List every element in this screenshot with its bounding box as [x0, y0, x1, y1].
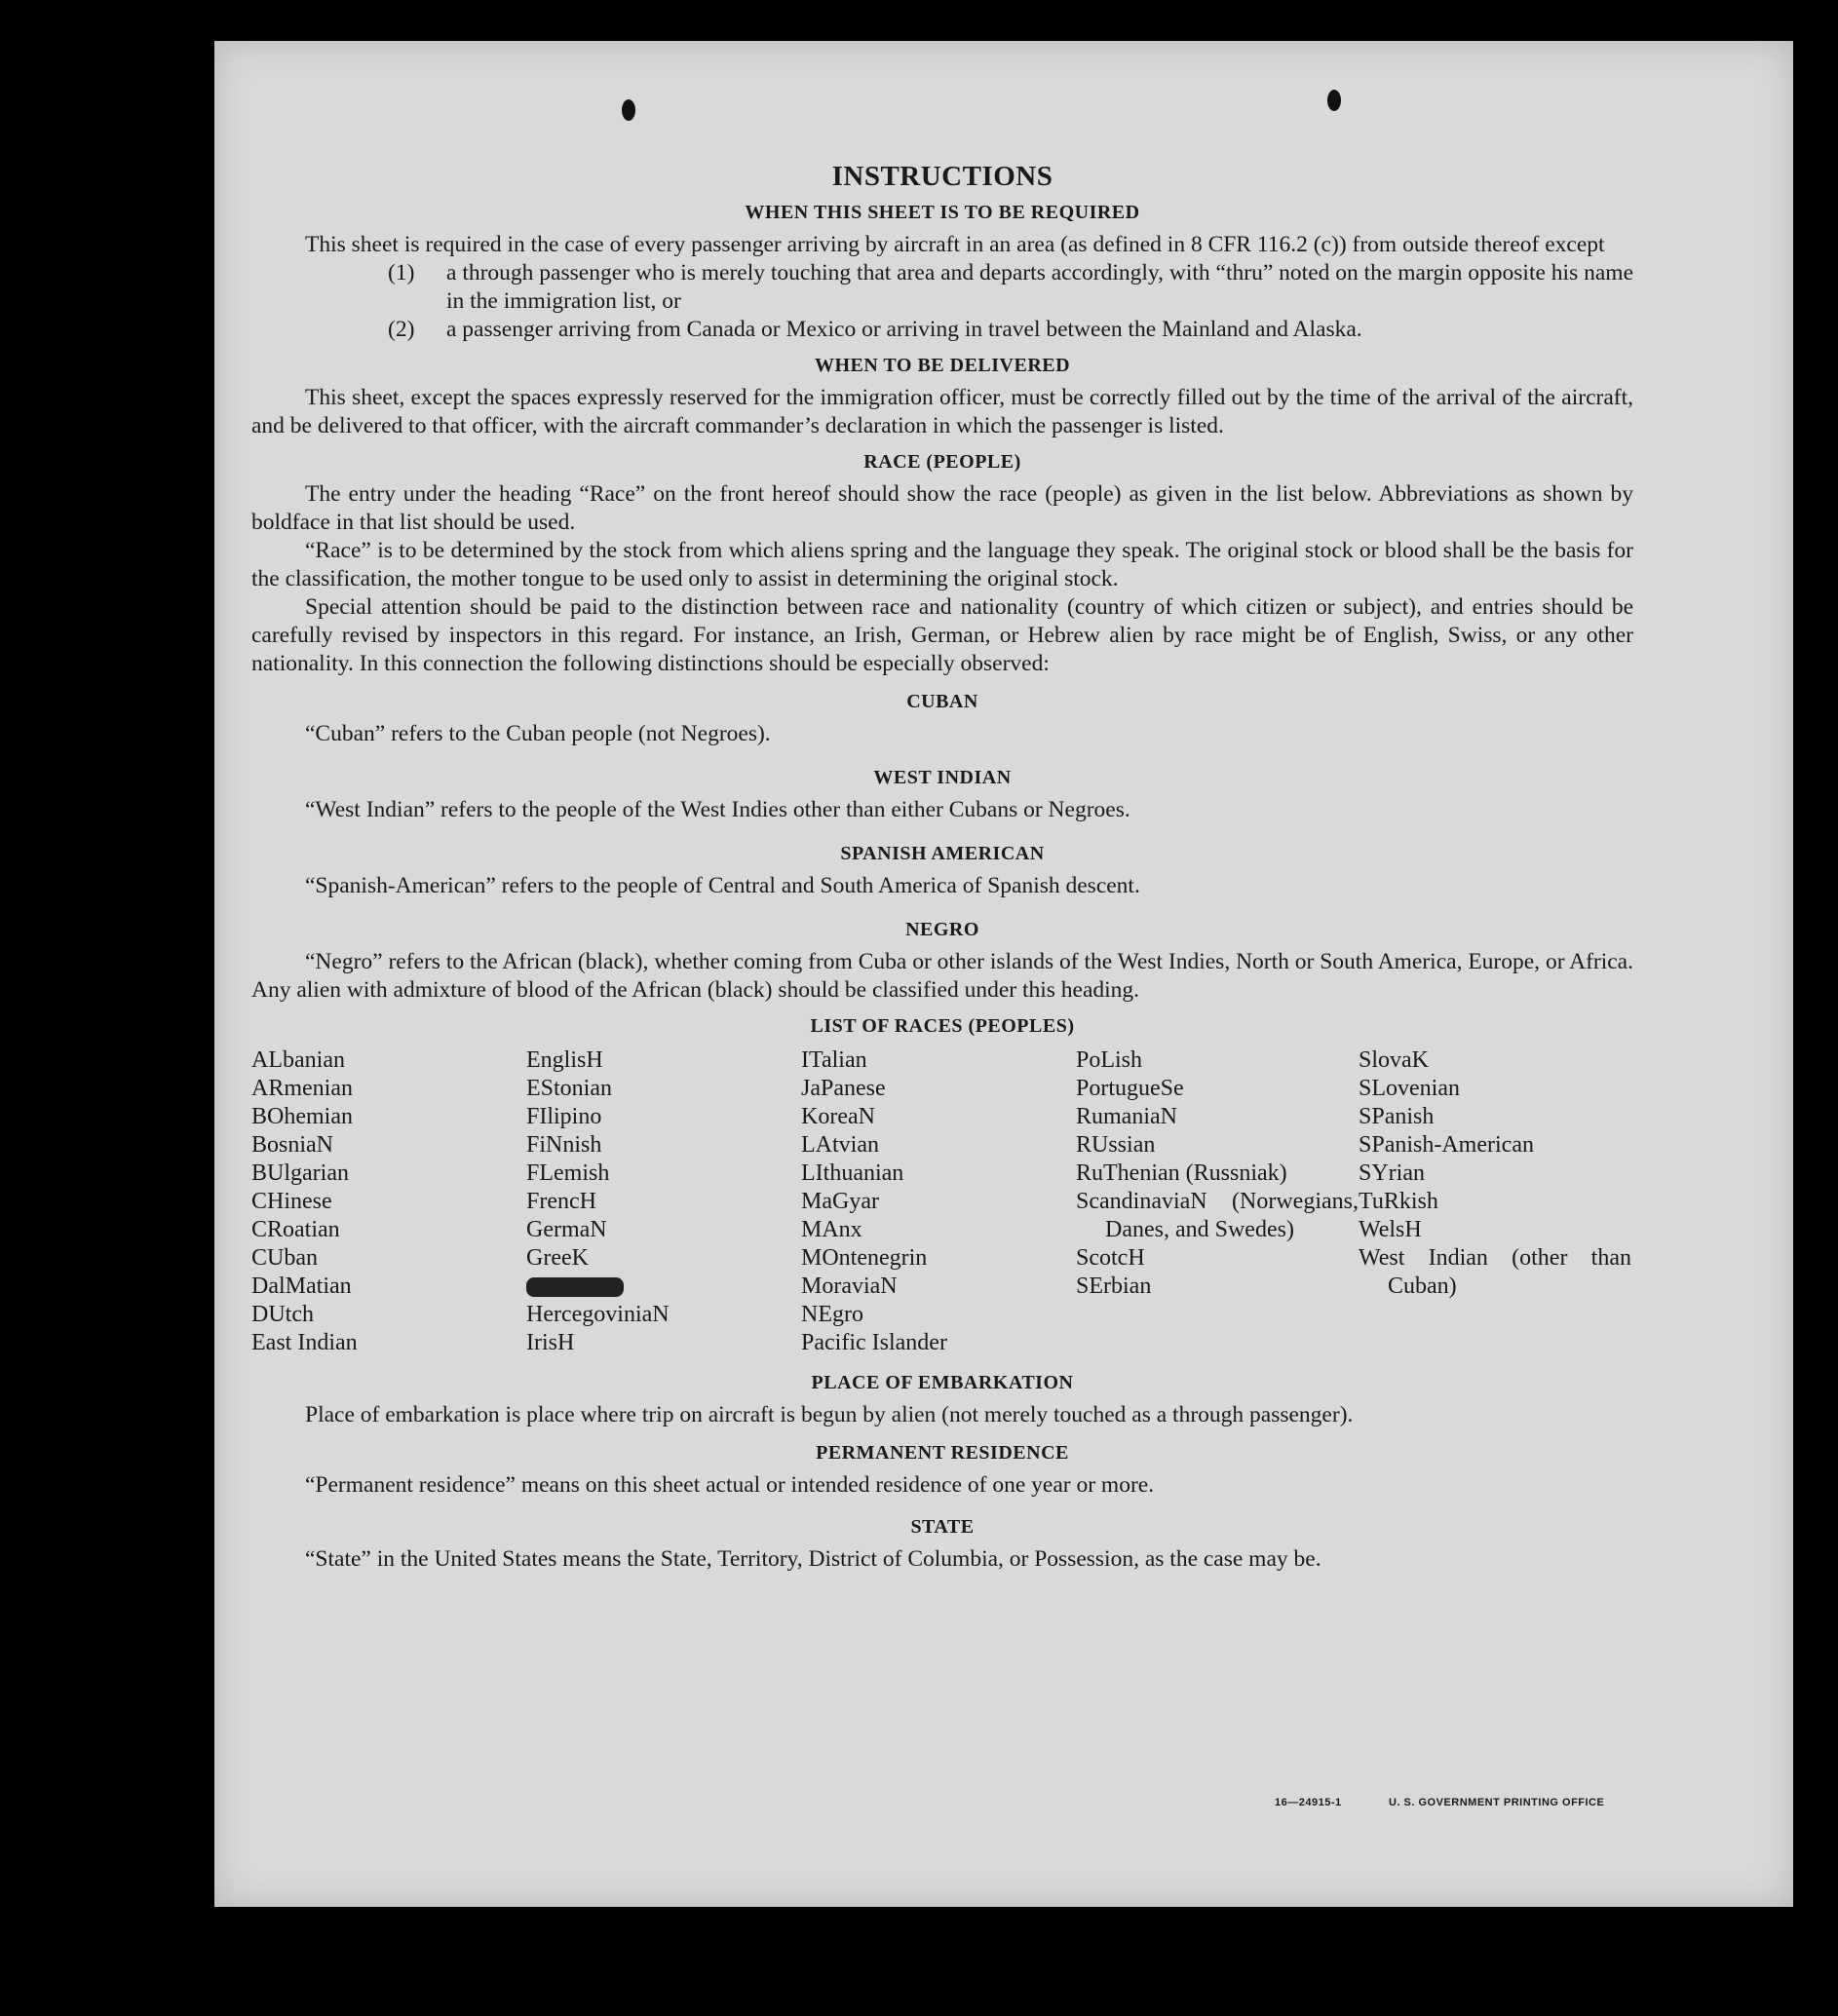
race-entry: FLemish: [526, 1160, 610, 1186]
race-entry: East Indian: [251, 1330, 358, 1355]
instructions-body: [251, 163, 1633, 1574]
ink-smudge: [526, 1277, 624, 1297]
heading-race: RACE (PEOPLE): [863, 451, 1021, 473]
west-indian-text: “West Indian” refers to the people of the West Indies other than either Cubans or Negroes.: [305, 797, 1130, 822]
race-entry: LAtvian: [801, 1132, 879, 1158]
race-paragraph-2: “Race” is to be determined by the stock from which aliens spring and the language they speak. The original stock or blood shall be the basis for the classification, the mother tongue to be used only to assist in determining the original stock.: [251, 538, 1633, 591]
race-column-3: [801, 1046, 1076, 1357]
negro-text: “Negro” refers to the African (black), whether coming from Cuba or other islands of the West Indies, North or South America, Europe, or Africa. Any alien with admixture of blood of the African (black) should be classified under this heading.: [251, 949, 1633, 1003]
required-intro: This sheet is required in the case of every passenger arriving by aircraft in an area (as defined in 8 CFR 116.2 (c)) from outside thereof except: [305, 232, 1605, 257]
race-entry: CHinese: [251, 1189, 332, 1214]
race-entry: RumaniaN: [1076, 1104, 1177, 1129]
cuban-text: “Cuban” refers to the Cuban people (not Negroes).: [305, 721, 771, 746]
race-column-1: [251, 1046, 526, 1357]
race-entry: GreeK: [526, 1245, 589, 1271]
race-entry: West Indian (other than Cuban): [1359, 1245, 1631, 1299]
race-entry: HercegoviniaN: [526, 1302, 670, 1327]
race-entry: ScandinaviaN (Norwegians, Danes, and Swedes): [1076, 1189, 1359, 1242]
race-entry: Pacific Islander: [801, 1330, 947, 1355]
page-title: INSTRUCTIONS: [831, 161, 1053, 192]
race-entry: DUtch: [251, 1302, 314, 1327]
race-entry: KoreaN: [801, 1104, 875, 1129]
heading-delivered: WHEN TO BE DELIVERED: [814, 355, 1071, 376]
form-number: 16—24915-1: [1275, 1797, 1342, 1808]
document-page: [214, 41, 1793, 1907]
race-entry: DalMatian: [251, 1274, 352, 1299]
heading-cuban: CUBAN: [906, 691, 978, 712]
race-column-4: [1076, 1046, 1359, 1357]
race-column-2: [526, 1046, 801, 1357]
race-entry: FrencH: [526, 1189, 596, 1214]
race-entry: WelsH: [1359, 1217, 1422, 1242]
heading-list-of-races: LIST OF RACES (PEOPLES): [810, 1015, 1075, 1037]
race-entry: EnglisH: [526, 1047, 603, 1073]
race-entry: SErbian: [1076, 1274, 1152, 1299]
race-entry: CUban: [251, 1245, 318, 1271]
heading-state: STATE: [910, 1516, 975, 1538]
state-text: “State” in the United States means the State, Territory, District of Columbia, or Possession, as the case may be.: [305, 1546, 1321, 1572]
heading-spanish-american: SPANISH AMERICAN: [840, 843, 1045, 864]
punch-hole-left: [622, 99, 635, 121]
punch-hole-right: [1327, 90, 1341, 111]
race-entry: MaGyar: [801, 1189, 879, 1214]
race-entry: ALbanian: [251, 1047, 345, 1073]
race-entry: SPanish-American: [1359, 1132, 1534, 1158]
race-entry: ITalian: [801, 1047, 867, 1073]
race-entry: CRoatian: [251, 1217, 340, 1242]
required-item: (2) a passenger arriving from Canada or Mexico or arriving in travel between the Mainland and Alaska.: [388, 317, 1362, 342]
race-entry: BUlgarian: [251, 1160, 349, 1186]
race-entry: BosniaN: [251, 1132, 333, 1158]
heading-west-indian: WEST INDIAN: [873, 767, 1012, 788]
race-entry: MAnx: [801, 1217, 862, 1242]
race-entry: TuRkish: [1359, 1189, 1438, 1214]
race-entry: SlovaK: [1359, 1047, 1429, 1073]
spanish-american-text: “Spanish-American” refers to the people of Central and South America of Spanish descent.: [305, 873, 1140, 898]
heading-embarkation: PLACE OF EMBARKATION: [811, 1372, 1074, 1393]
race-entry: SYrian: [1359, 1160, 1425, 1186]
race-entry: IrisH: [526, 1330, 575, 1355]
race-entry: BOhemian: [251, 1104, 353, 1129]
race-entry: RUssian: [1076, 1132, 1156, 1158]
race-entry: PortugueSe: [1076, 1076, 1184, 1101]
race-list: [251, 1046, 1633, 1357]
race-entry: PoLish: [1076, 1047, 1143, 1073]
race-entry: NEgro: [801, 1302, 863, 1327]
heading-negro: NEGRO: [905, 919, 979, 940]
race-entry: SLovenian: [1359, 1076, 1460, 1101]
delivered-text: This sheet, except the spaces expressly reserved for the immigration officer, must be correctly filled out by the time of the arrival of the aircraft, and be delivered to that officer, with the aircraft commander’s declaration in which the passenger is listed.: [251, 385, 1633, 438]
embarkation-text: Place of embarkation is place where trip on aircraft is begun by alien (not merely touched as a through passenger).: [305, 1402, 1354, 1427]
race-entry: FIlipino: [526, 1104, 602, 1129]
race-entry: FiNnish: [526, 1132, 602, 1158]
residence-text: “Permanent residence” means on this sheet actual or intended residence of one year or more.: [305, 1472, 1155, 1498]
race-entry: MoraviaN: [801, 1274, 898, 1299]
race-entry: LIthuanian: [801, 1160, 904, 1186]
race-paragraph-3: Special attention should be paid to the distinction between race and nationality (country of which citizen or subject), and entries should be carefully revised by inspectors in this regard. For instance, an Irish, German, or Hebrew alien by race might be of English, Swiss, or any other nationality. In this connection the following distinctions should be especially observed:: [251, 594, 1633, 676]
race-column-5: [1359, 1046, 1633, 1357]
race-entry: GermaN: [526, 1217, 607, 1242]
race-entry: ScotcH: [1076, 1245, 1145, 1271]
race-entry: JaPanese: [801, 1076, 886, 1101]
race-entry: EStonian: [526, 1076, 612, 1101]
race-entry: RuThenian (Russniak): [1076, 1160, 1287, 1186]
required-item: (1) a through passenger who is merely touching that area and departs accordingly, with “thru” noted on the margin opposite his name in the immigration list, or: [388, 260, 1633, 314]
race-entry: MOntenegrin: [801, 1245, 928, 1271]
printer-imprint: U. S. GOVERNMENT PRINTING OFFICE: [1389, 1797, 1605, 1808]
heading-permanent-residence: PERMANENT RESIDENCE: [816, 1442, 1069, 1464]
race-entry: SPanish: [1359, 1104, 1435, 1129]
redacted-entry: [526, 1273, 801, 1301]
race-paragraph-1: The entry under the heading “Race” on the front hereof should show the race (people) as given in the list below. Abbreviations as shown by boldface in that list should be used.: [251, 481, 1633, 535]
heading-required: WHEN THIS SHEET IS TO BE REQUIRED: [745, 202, 1140, 223]
race-entry: ARmenian: [251, 1076, 353, 1101]
